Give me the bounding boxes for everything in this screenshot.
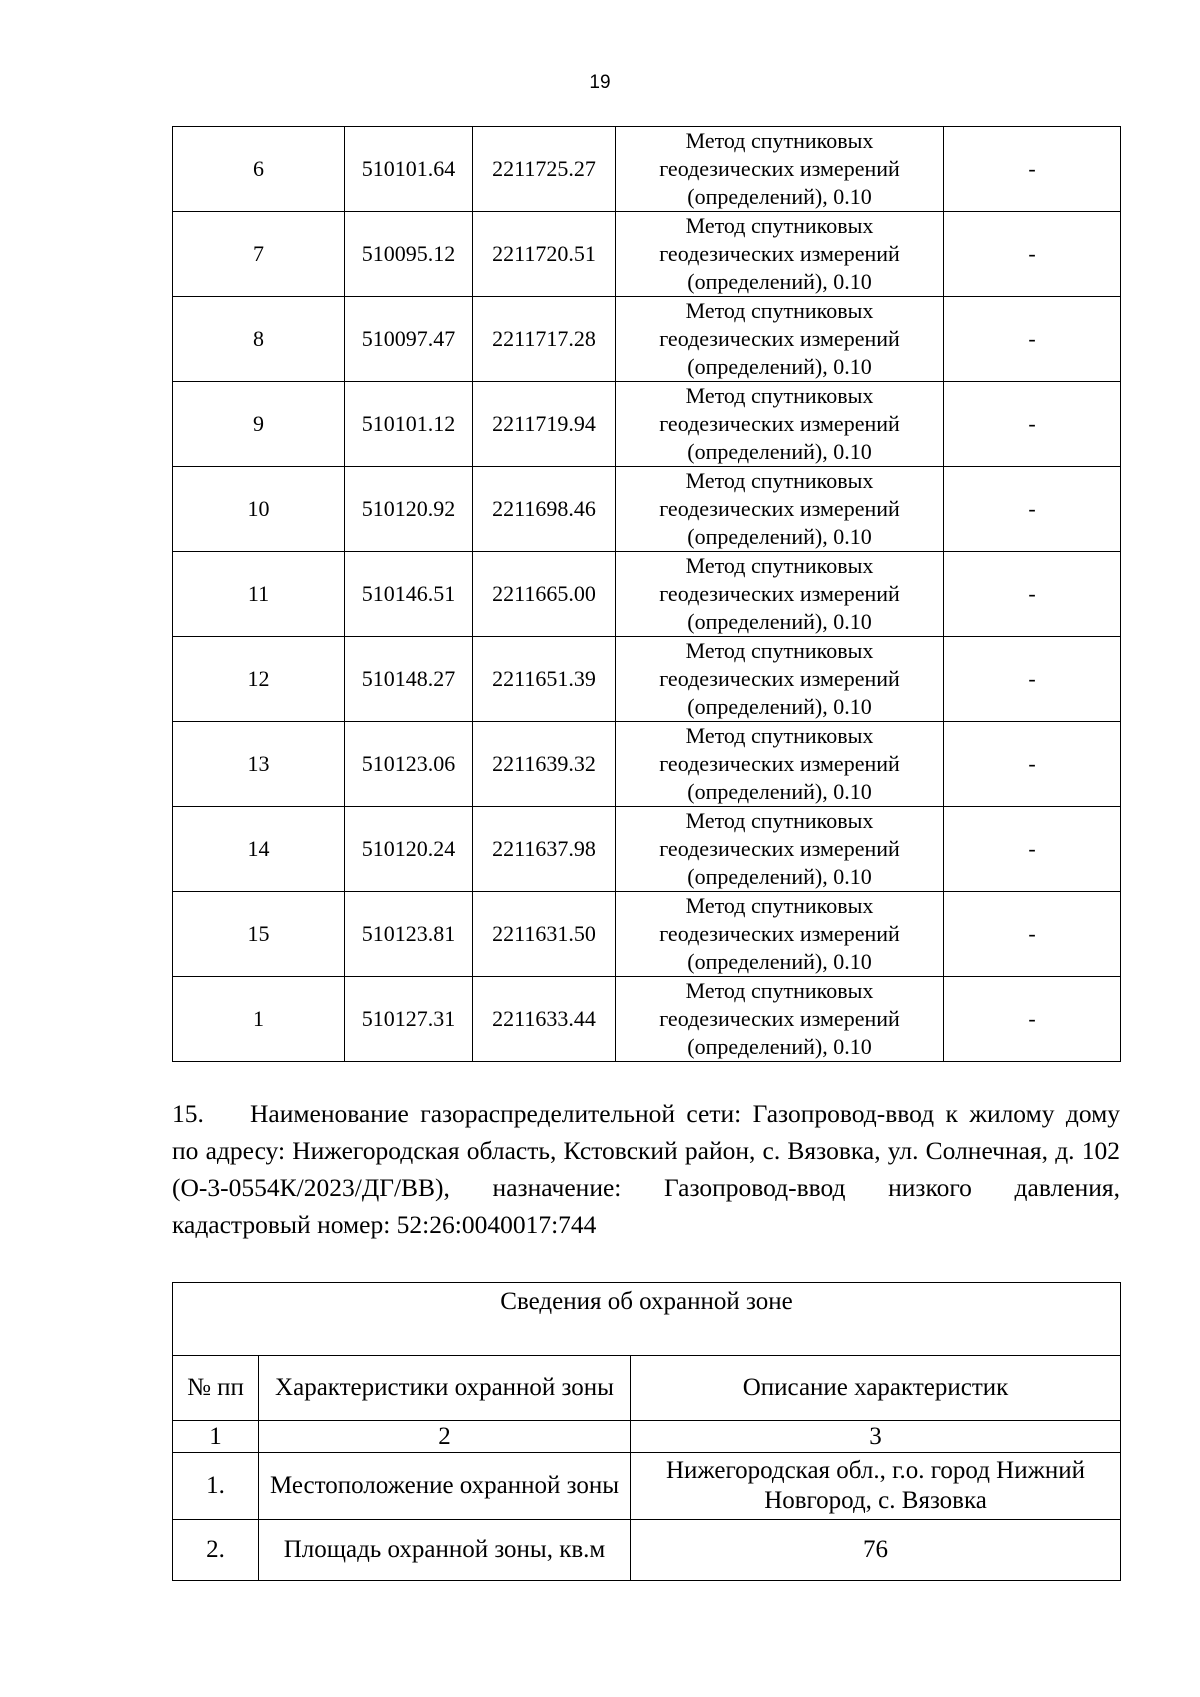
method-line: Метод спутниковых [685, 383, 874, 408]
point-number: 13 [173, 722, 345, 807]
method-cell [616, 297, 944, 382]
coordinates-table [172, 126, 1121, 1062]
method-line: геодезических измерений [659, 496, 900, 521]
point-number: 10 [173, 467, 345, 552]
row-num: 2. [173, 1520, 259, 1581]
network-description [172, 1095, 1120, 1243]
coordinate-x: 510123.81 [345, 892, 473, 977]
method-cell [616, 977, 944, 1062]
method-line: геодезических измерений [659, 411, 900, 436]
method-line: (определений), 0.10 [687, 1034, 872, 1059]
note-cell: - [944, 297, 1121, 382]
note-cell: - [944, 552, 1121, 637]
method-line: Метод спутниковых [685, 638, 874, 663]
row-num: 1. [173, 1453, 259, 1520]
note-cell: - [944, 212, 1121, 297]
coordinate-y: 2211719.94 [473, 382, 616, 467]
method-cell [616, 637, 944, 722]
coordinate-y: 2211725.27 [473, 127, 616, 212]
coordinates-table-body [173, 127, 1121, 1062]
coordinate-x: 510120.92 [345, 467, 473, 552]
coordinate-x: 510127.31 [345, 977, 473, 1062]
coordinate-y: 2211651.39 [473, 637, 616, 722]
row-characteristic: Площадь охранной зоны, кв.м [259, 1520, 631, 1581]
method-line: (определений), 0.10 [687, 354, 872, 379]
point-number: 9 [173, 382, 345, 467]
coordinate-row [173, 212, 1121, 297]
method-line: Метод спутниковых [685, 468, 874, 493]
coordinate-row [173, 467, 1121, 552]
method-line: (определений), 0.10 [687, 864, 872, 889]
note-cell: - [944, 977, 1121, 1062]
coordinate-y: 2211639.32 [473, 722, 616, 807]
method-line: (определений), 0.10 [687, 184, 872, 209]
coordinate-y: 2211720.51 [473, 212, 616, 297]
method-line: (определений), 0.10 [687, 439, 872, 464]
coordinate-x: 510097.47 [345, 297, 473, 382]
coordinate-y: 2211631.50 [473, 892, 616, 977]
coordinate-x: 510123.06 [345, 722, 473, 807]
method-cell [616, 467, 944, 552]
method-cell [616, 722, 944, 807]
coordinate-row [173, 892, 1121, 977]
method-cell [616, 807, 944, 892]
coordinate-row [173, 382, 1121, 467]
method-cell [616, 382, 944, 467]
method-line: Метод спутниковых [685, 723, 874, 748]
index-cell: 2 [259, 1421, 631, 1453]
note-cell: - [944, 127, 1121, 212]
coordinate-x: 510095.12 [345, 212, 473, 297]
coordinate-row [173, 127, 1121, 212]
coordinate-row [173, 297, 1121, 382]
coordinate-row [173, 722, 1121, 807]
point-number: 12 [173, 637, 345, 722]
point-number: 11 [173, 552, 345, 637]
method-line: (определений), 0.10 [687, 694, 872, 719]
coordinate-row [173, 977, 1121, 1062]
method-line: (определений), 0.10 [687, 609, 872, 634]
method-cell [616, 127, 944, 212]
coordinate-x: 510146.51 [345, 552, 473, 637]
coordinate-y: 2211698.46 [473, 467, 616, 552]
point-number: 14 [173, 807, 345, 892]
section-number: 15. [172, 1099, 204, 1128]
row-characteristic: Местоположение охранной зоны [259, 1453, 631, 1520]
method-line: Метод спутниковых [685, 978, 874, 1003]
row-description: Нижегородская обл., г.о. город Нижний Новгород, с. Вязовка [631, 1453, 1121, 1520]
note-cell: - [944, 637, 1121, 722]
zone-table-title: Сведения об охранной зоне [173, 1283, 1121, 1356]
coordinate-y: 2211633.44 [473, 977, 616, 1062]
point-number: 6 [173, 127, 345, 212]
coordinate-x: 510148.27 [345, 637, 473, 722]
method-line: Метод спутниковых [685, 298, 874, 323]
coordinate-y: 2211665.00 [473, 552, 616, 637]
point-number: 8 [173, 297, 345, 382]
method-line: геодезических измерений [659, 1006, 900, 1031]
header-num: № пп [173, 1356, 259, 1421]
coordinate-x: 510101.12 [345, 382, 473, 467]
method-line: Метод спутниковых [685, 893, 874, 918]
method-line: Метод спутниковых [685, 213, 874, 238]
method-line: геодезических измерений [659, 836, 900, 861]
method-line: геодезических измерений [659, 241, 900, 266]
coordinate-x: 510101.64 [345, 127, 473, 212]
method-line: (определений), 0.10 [687, 269, 872, 294]
method-line: геодезических измерений [659, 156, 900, 181]
method-line: (определений), 0.10 [687, 949, 872, 974]
note-cell: - [944, 892, 1121, 977]
method-cell [616, 552, 944, 637]
index-cell: 3 [631, 1421, 1121, 1453]
method-line: (определений), 0.10 [687, 524, 872, 549]
note-cell: - [944, 467, 1121, 552]
protection-zone-table [172, 1282, 1121, 1581]
method-line: геодезических измерений [659, 751, 900, 776]
method-line: Метод спутниковых [685, 128, 874, 153]
method-line: геодезических измерений [659, 581, 900, 606]
coordinate-row [173, 637, 1121, 722]
method-cell [616, 892, 944, 977]
page-number: 19 [589, 72, 611, 93]
point-number: 7 [173, 212, 345, 297]
point-number: 1 [173, 977, 345, 1062]
coordinate-row [173, 807, 1121, 892]
method-line: геодезических измерений [659, 666, 900, 691]
coordinate-y: 2211717.28 [473, 297, 616, 382]
note-cell: - [944, 722, 1121, 807]
coordinate-row [173, 552, 1121, 637]
method-line: Метод спутниковых [685, 808, 874, 833]
method-cell [616, 212, 944, 297]
method-line: Метод спутниковых [685, 553, 874, 578]
header-characteristics: Характеристики охранной зоны [259, 1356, 631, 1421]
section-text: Наименование газораспределительной сети: Газопровод-ввод к жилому дому по адресу: Нижегородская область, Кстовский район, с. Вязовка, ул. Солнечная, д. 102 (О-3-0554К/2023/ДГ/ВВ), назначение: Газопровод-ввод низкого давления, кадастровый номер: 52:26:0040017:744 [172, 1099, 1120, 1239]
index-cell: 1 [173, 1421, 259, 1453]
coordinate-y: 2211637.98 [473, 807, 616, 892]
method-line: (определений), 0.10 [687, 779, 872, 804]
note-cell: - [944, 382, 1121, 467]
row-description: 76 [631, 1520, 1121, 1581]
coordinate-x: 510120.24 [345, 807, 473, 892]
method-line: геодезических измерений [659, 921, 900, 946]
point-number: 15 [173, 892, 345, 977]
method-line: геодезических измерений [659, 326, 900, 351]
note-cell: - [944, 807, 1121, 892]
header-description: Описание характеристик [631, 1356, 1121, 1421]
